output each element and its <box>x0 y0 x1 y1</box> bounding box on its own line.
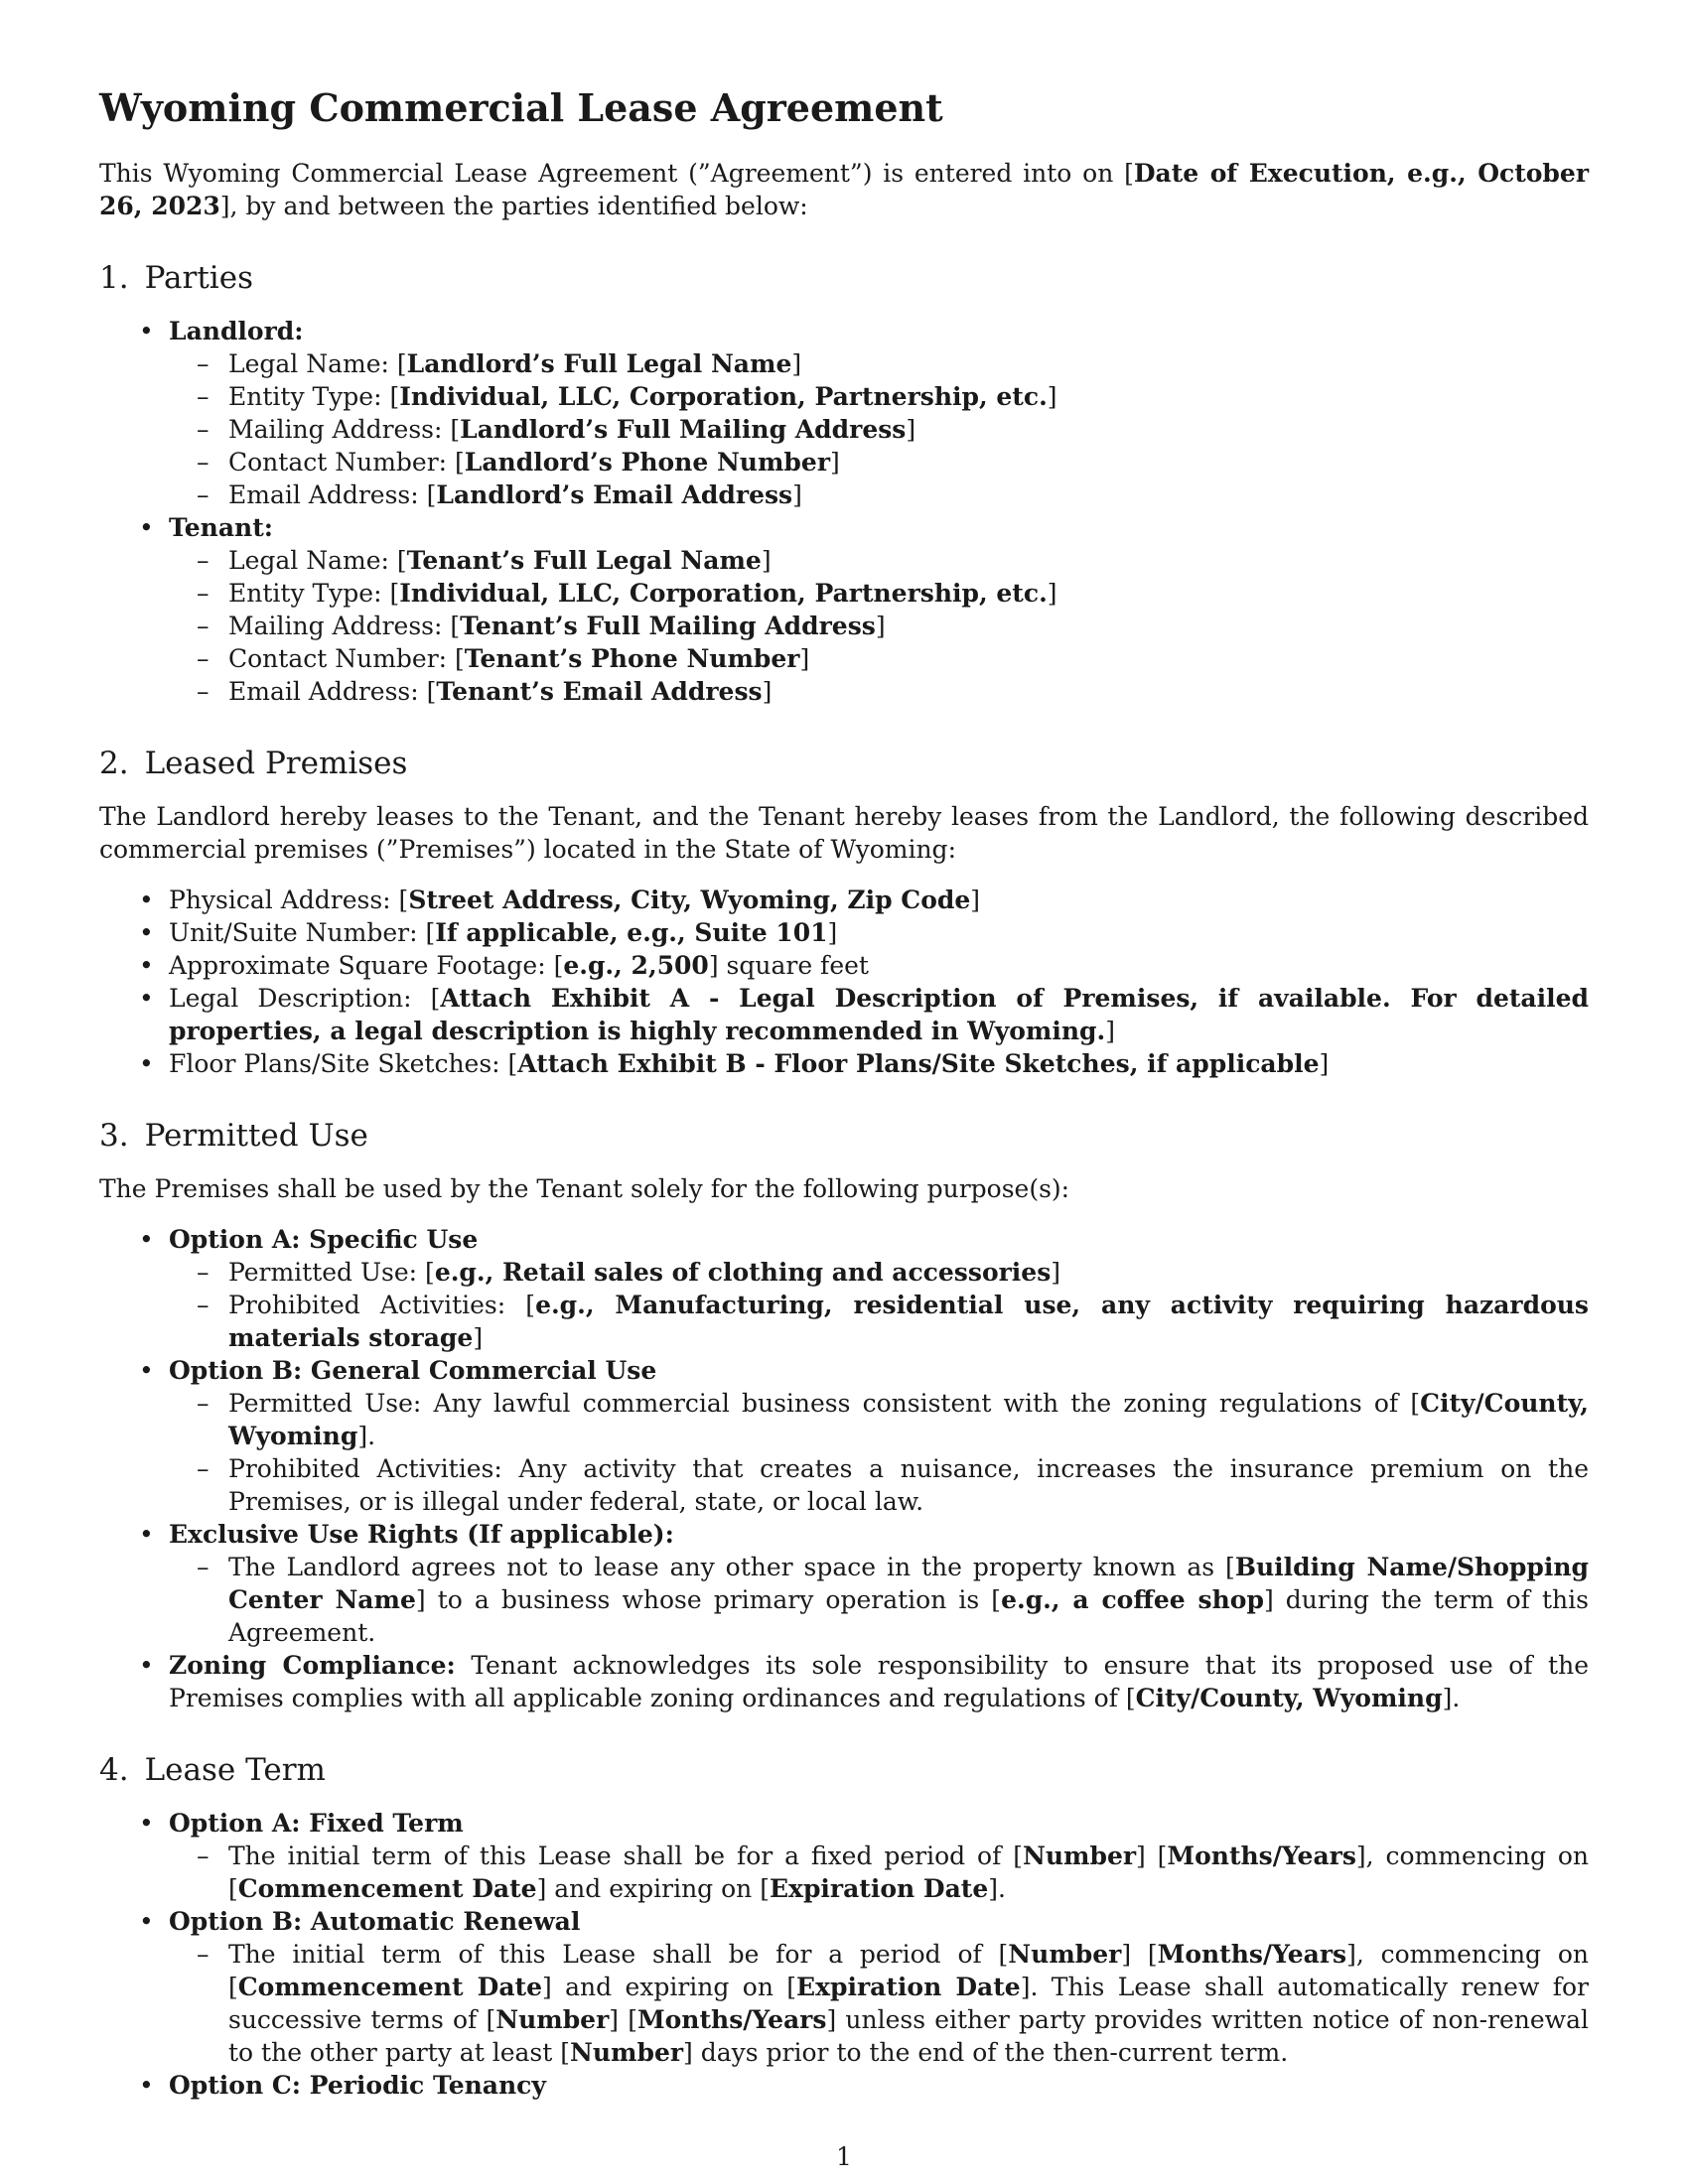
list-item: – Email Address: [Landlord’s Email Address] <box>169 478 1589 511</box>
list-item: – Prohibited Activities: [e.g., Manufacturing, residential use, any activity requiring hazardous materials storage] <box>169 1289 1589 1354</box>
parties-list <box>99 315 1589 708</box>
list-item: • Floor Plans/Site Sketches: [Attach Exhibit B - Floor Plans/Site Sketches, if applicable] <box>99 1047 1589 1080</box>
exclusive-use-rights: • Exclusive Use Rights (If applicable): – The Landlord agrees not to lease any other space in the property known as [Building Name/Shopping Center Name] to a business whose primary operation is [e.g., a coffee shop] during the term of this Agreement. <box>99 1518 1589 1649</box>
section-heading-leased-premises: 2. Leased Premises <box>99 745 408 781</box>
list-item: – The initial term of this Lease shall be for a period of [Number] [Months/Years], commencing on [Commencement Date] and expiring on [Expiration Date]. This Lease shall automatically renew for successive terms of [Number] [Months/Years] unless either party provides written notice of non-renewal to the other party at least [Number] days prior to the end of the then-current term. <box>169 1938 1589 2069</box>
list-item: – Contact Number: [Landlord’s Phone Number] <box>169 446 1589 478</box>
option-a-specific-use: • Option A: Specific Use – Permitted Use: [e.g., Retail sales of clothing and accessories] – Prohibited Activities: [e.g., Manufacturing, residential use, any activity requiring hazardous materials storage] <box>99 1223 1589 1354</box>
zoning-compliance: • Zoning Compliance: Tenant acknowledges its sole responsibility to ensure that its proposed use of the Premises complies with all applicable zoning ordinances and regulations of [City/County, Wyoming]. <box>99 1649 1589 1714</box>
list-item: – The Landlord agrees not to lease any other space in the property known as [Building Name/Shopping Center Name] to a business whose primary operation is [e.g., a coffee shop] during the term of this Agreement. <box>169 1551 1589 1649</box>
intro-paragraph: This Wyoming Commercial Lease Agreement (”Agreement”) is entered into on [Date of Execution, e.g., October 26, 2023], by and between the parties identified below: <box>99 158 1589 220</box>
list-item: • Physical Address: [Street Address, City, Wyoming, Zip Code] <box>99 884 1589 916</box>
section-heading-lease-term: 4. Lease Term <box>99 1752 326 1789</box>
option-c-periodic-tenancy: • Option C: Periodic Tenancy <box>99 2069 1589 2102</box>
tenant-item: • Tenant: – Legal Name: [Tenant’s Full Legal Name] – Entity Type: [Individual, LLC, Corporation, Partnership, etc.] – Mailing Address: [Tenant’s Full Mailing Address] – Contact Number: [Tenant’s Phone Number] – Email Address: [Tenant’s Email Address] <box>99 511 1589 708</box>
list-item: – Contact Number: [Tenant’s Phone Number] <box>169 642 1589 675</box>
list-item: – Entity Type: [Individual, LLC, Corporation, Partnership, etc.] <box>169 577 1589 610</box>
permitted-use-list <box>99 1223 1589 1714</box>
premises-intro: The Landlord hereby leases to the Tenant, and the Tenant hereby leases from the Landlord, the following described commercial premises (”Premises”) located in the State of Wyoming: <box>99 801 1589 864</box>
section-heading-permitted-use: 3. Permitted Use <box>99 1117 368 1154</box>
list-item: – Email Address: [Tenant’s Email Address] <box>169 675 1589 708</box>
list-item: • Legal Description: [Attach Exhibit A - Legal Description of Premises, if available. For detailed properties, a legal description is highly recommended in Wyoming.] <box>99 982 1589 1047</box>
document-page <box>99 85 1589 2102</box>
list-item: – Legal Name: [Landlord’s Full Legal Name] <box>169 347 1589 380</box>
list-item: – The initial term of this Lease shall be for a fixed period of [Number] [Months/Years], commencing on [Commencement Date] and expiring on [Expiration Date]. <box>169 1840 1589 1905</box>
permitted-use-intro: The Premises shall be used by the Tenant solely for the following purpose(s): <box>99 1174 1070 1204</box>
list-item: – Mailing Address: [Tenant’s Full Mailing Address] <box>169 610 1589 642</box>
list-item: – Permitted Use: [e.g., Retail sales of clothing and accessories] <box>169 1256 1589 1289</box>
lease-term-list <box>99 1807 1589 2102</box>
section-heading-parties: 1. Parties <box>99 259 253 296</box>
option-b-automatic-renewal: • Option B: Automatic Renewal – The initial term of this Lease shall be for a period of [Number] [Months/Years], commencing on [Commencement Date] and expiring on [Expiration Date]. This Lease shall automatically renew for successive terms of [Number] [Months/Years] unless either party provides written notice of non-renewal to the other party at least [Number] days prior to the end of the then-current term. <box>99 1905 1589 2069</box>
list-item: – Mailing Address: [Landlord’s Full Mailing Address] <box>169 413 1589 446</box>
tenant-details <box>169 544 1589 708</box>
list-item: – Prohibited Activities: Any activity that creates a nuisance, increases the insurance premium on the Premises, or is illegal under federal, state, or local law. <box>169 1452 1589 1518</box>
list-item: – Entity Type: [Individual, LLC, Corporation, Partnership, etc.] <box>169 380 1589 413</box>
option-a-fixed-term: • Option A: Fixed Term – The initial term of this Lease shall be for a fixed period of [Number] [Months/Years], commencing on [Commencement Date] and expiring on [Expiration Date]. <box>99 1807 1589 1905</box>
landlord-details <box>169 347 1589 511</box>
list-item: • Unit/Suite Number: [If applicable, e.g., Suite 101] <box>99 916 1589 949</box>
document-title: Wyoming Commercial Lease Agreement <box>99 85 943 130</box>
list-item: – Legal Name: [Tenant’s Full Legal Name] <box>169 544 1589 577</box>
list-item: – Permitted Use: Any lawful commercial business consistent with the zoning regulations of [City/County, Wyoming]. <box>169 1387 1589 1452</box>
landlord-item: • Landlord: – Legal Name: [Landlord’s Full Legal Name] – Entity Type: [Individual, LLC, Corporation, Partnership, etc.] – Mailing Address: [Landlord’s Full Mailing Address] – Contact Number: [Landlord’s Phone Number] – Email Address: [Landlord’s Email Address] <box>99 315 1589 511</box>
page-number: 1 <box>836 2142 852 2171</box>
execution-date-placeholder: Date of Execution, e.g., October 26, 2023 <box>99 158 1589 220</box>
option-b-general-use: • Option B: General Commercial Use – Permitted Use: Any lawful commercial business consistent with the zoning regulations of [City/County, Wyoming]. – Prohibited Activities: Any activity that creates a nuisance, increases the insurance premium on the Premises, or is illegal under federal, state, or local law. <box>99 1354 1589 1518</box>
list-item: • Approximate Square Footage: [e.g., 2,500] square feet <box>99 949 1589 982</box>
premises-list <box>99 884 1589 1080</box>
